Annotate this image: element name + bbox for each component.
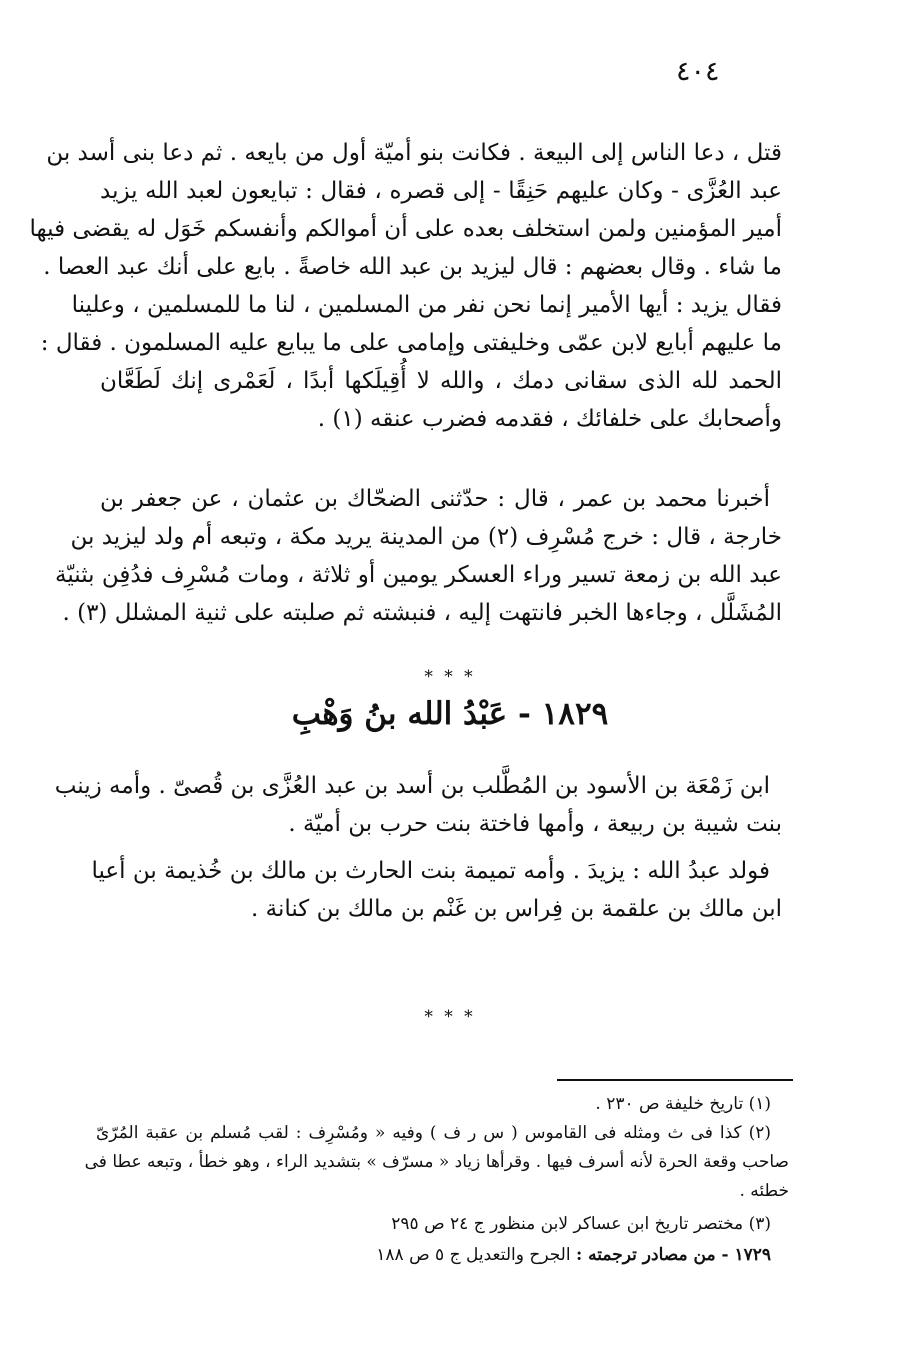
paragraph-2 [55,480,782,632]
text-line: الحمد لله الذى سقانى دمك ، والله لا أُقِيلَكها أبدًا ، لَعَمْرى إنك لَطَعَّان [100,368,782,394]
section-separator: * * * [424,667,476,687]
paragraph-4 [91,852,782,928]
footnotes [84,1090,789,1270]
sources-label: ١٧٢٩ - من مصادر ترجمته : [575,1245,771,1265]
text-line: المُشَلَّل ، وجاءها الخبر فانتهت إليه ، فنبشته ثم صلبته على ثنية المشلل (٣) . [62,600,782,626]
text-line: عبد الله بن زمعة تسير وراء العسكر يومين أو ثلاثة ، ومات مُسْرِف فدُفِن بثنيّة [55,562,782,588]
text-line: أمير المؤمنين ولمن استخلف بعده على أن أموالكم وأنفسكم خَوَل له يقضى فيها [29,216,782,242]
paragraph-3 [54,767,782,843]
text-line: أخبرنا محمد بن عمر ، قال : حدّثنى الضحّاك بن عثمان ، عن جعفر بن [100,486,770,512]
footnote-rule [557,1079,793,1081]
text-line: ابن زَمْعَة بن الأسود بن المُطَّلب بن أسد بن عبد العُزَّى بن قُصىّ . وأمه زينب [54,773,770,799]
footnote-1: (١) تاريخ خليفة ص ٢٣٠ . [595,1094,771,1114]
text-line: ما شاء . وقال بعضهم : قال ليزيد بن عبد الله خاصةً . بايع على أنك عبد العصا . [43,254,782,280]
entry-heading: ١٨٢٩ - عَبْدُ الله بنُ وَهْبِ [291,696,609,732]
text-line: ابن مالك بن علقمة بن فِراس بن غَنْم بن مالك بن كنانة . [251,896,782,922]
text-line: قتل ، دعا الناس إلى البيعة . فكانت بنو أميّة أول من بايعه . ثم دعا بنى أسد بن [46,140,782,166]
footnote-2-line: (٢) كذا فى ث ومثله فى القاموس ( س ر ف ) وفيه « ومُسْرِف : لقب مُسلم بن عقبة المُرّىّ [96,1123,771,1143]
paragraph-1 [29,134,782,438]
text-line: عبد العُزَّى - وكان عليهم حَنِقًا - إلى قصره ، فقال : تبايعون لعبد الله يزيد [100,178,782,204]
text-line: وأصحابك على خلفائك ، فقدمه فضرب عنقه (١) . [317,406,782,432]
sources-text: الجرح والتعديل ج ٥ ص ١٨٨ [376,1245,571,1265]
text-line: ما عليهم أبايع لابن عمّى وخليفتى وإمامى على ما يبايع عليه المسلمون . فقال : [40,330,782,356]
footnote-2-line: صاحب وقعة الحرة لأنه أسرف فيها . وقرأها زياد « مسرّف » بتشديد الراء ، وهو خطأ ، وتبعه عطا فى [84,1152,789,1172]
sources-line [96,1241,789,1270]
text-line: بنت شيبة بن ربيعة ، وأمها فاختة بنت حرب بن أميّة . [288,811,782,837]
text-line: فولد عبدُ الله : يزيدَ . وأمه تميمة بنت الحارث بن مالك بن خُذيمة بن أعيا [91,858,770,884]
footnote-2-line: خطئه . [739,1181,789,1201]
text-line: خارجة ، قال : خرج مُسْرِف (٢) من المدينة يريد مكة ، وتبعه أم ولد ليزيد بن [70,524,782,550]
section-separator-2: * * * [424,1007,476,1027]
page-number: ٤٠٤ [676,56,720,87]
footnote-3: (٣) مختصر تاريخ ابن عساكر لابن منظور ج ٢٤ ص ٢٩٥ [391,1214,771,1234]
text-line: فقال يزيد : أيها الأمير إنما نحن نفر من المسلمين ، لنا ما للمسلمين ، وعلينا [71,292,782,318]
